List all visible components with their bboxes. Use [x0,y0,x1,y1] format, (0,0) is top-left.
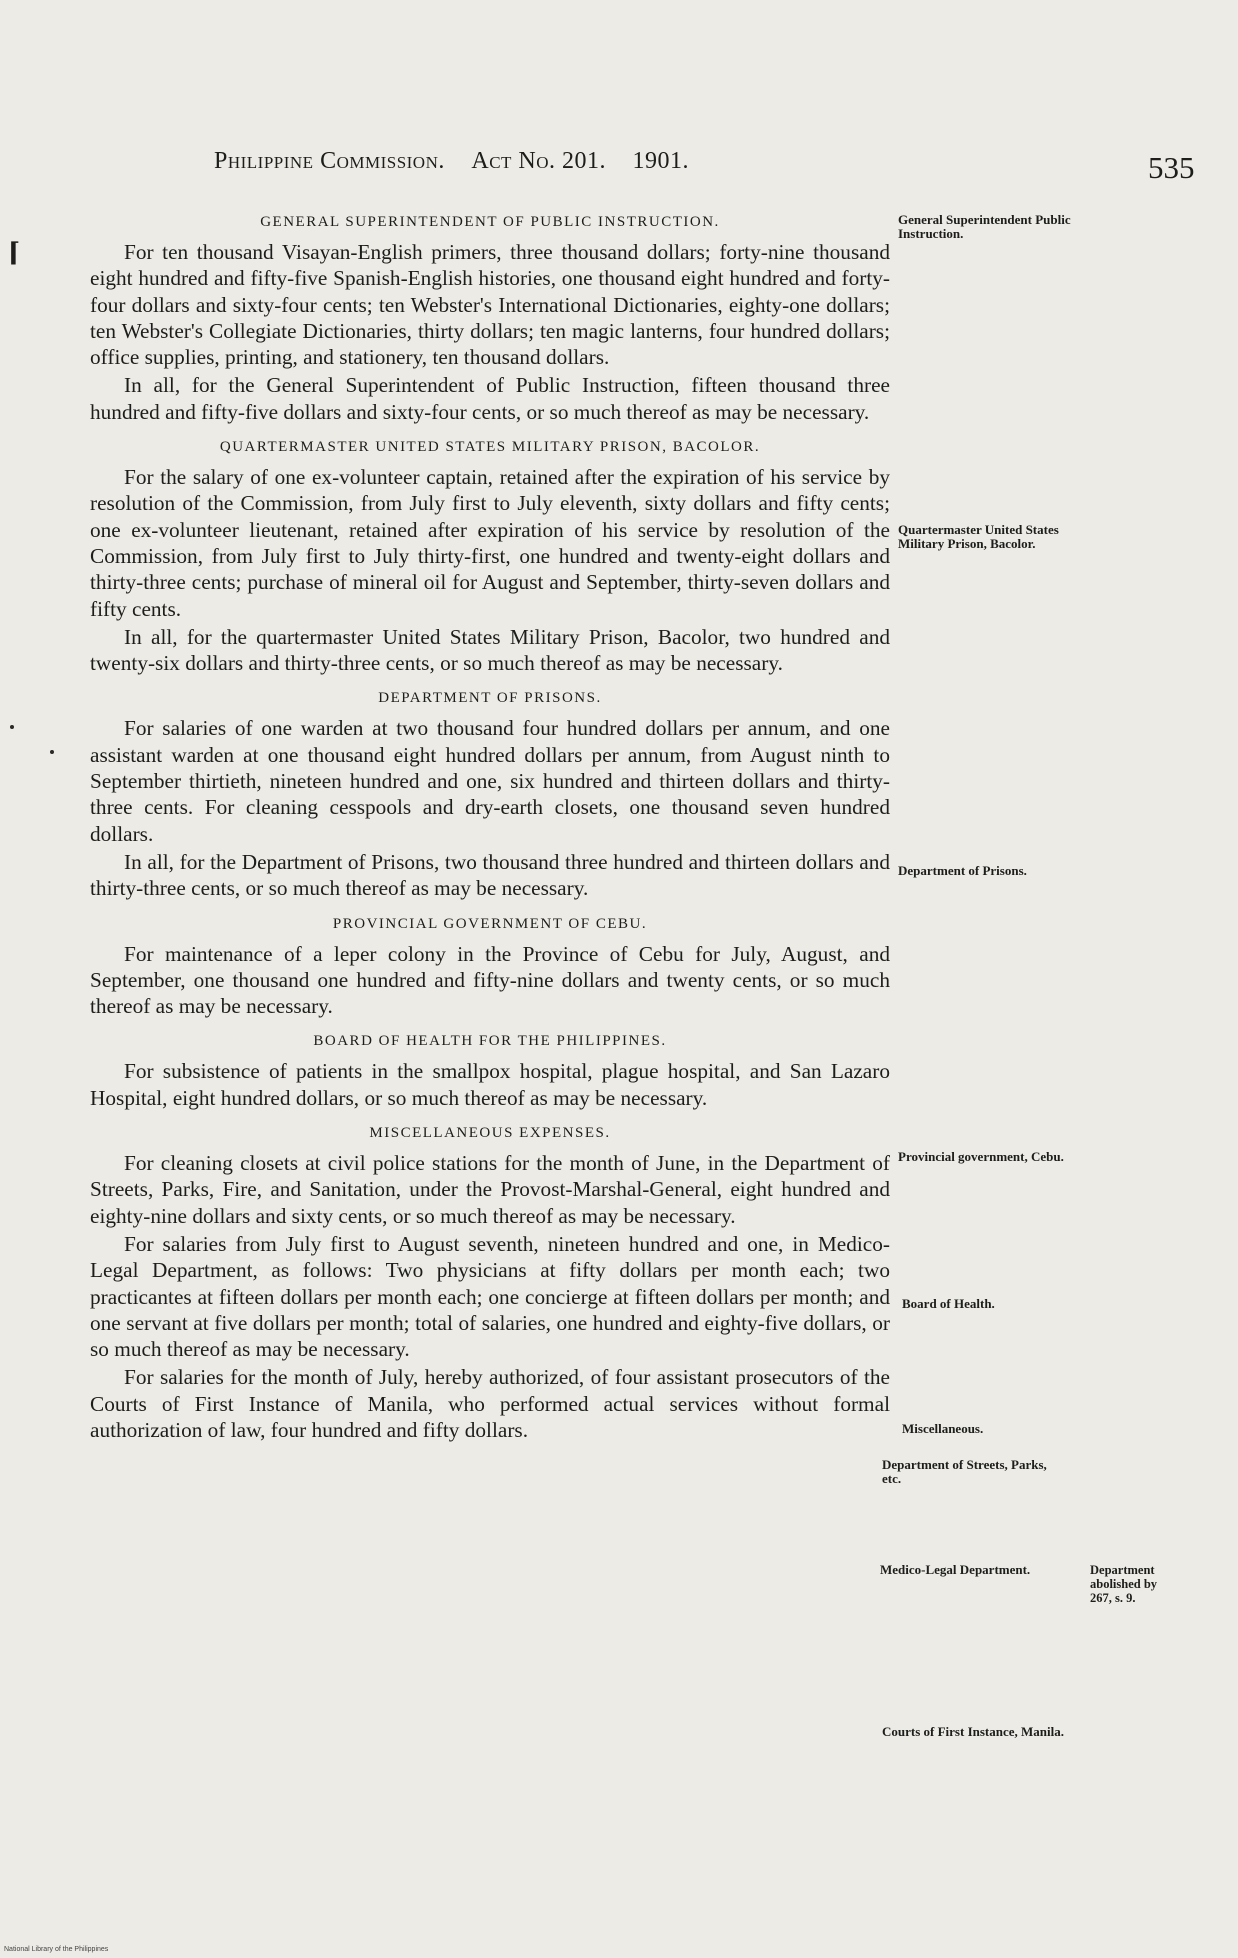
section-heading: MISCELLANEOUS EXPENSES. [369,1125,611,1142]
paragraph: For salaries from July first to August seventh, nineteen hundred and one, in Medico-Legal Department, as follows: Two physicians at fifty dollars per month each; two practicantes at fifteen dollars per month each; one concierge at fifteen dollars per month; and one servant at five dollars per month; total of salaries, one hundred and eighty-five dollars, or so much thereof as may be necessary. [90,1231,890,1362]
scan-dot [50,750,54,754]
marginal-note: Board of Health. [902,1296,995,1311]
paragraph: In all, for the General Superintendent of Public Instruction, fifteen thousand three hundred and fifty-five dollars and sixty-four cents, or so much thereof as may be necessary. [90,373,890,424]
paragraph: For the salary of one ex-volunteer captain, retained after the expiration of his service by resolution of the Commission, from July first to July eleventh, sixty dollars and fifty cents; one ex-volunteer lieutenant, retained after expiration of his service by resolution of the Commission, from July first to July thirty-first, one hundred and twenty-eight dollars and thirty-three cents; purchase of mineral oil for August and September, thirty-seven dollars and fifty cents. [90,465,890,621]
marginal-note: Provincial government, Cebu. [898,1149,1064,1164]
paragraph: For maintenance of a leper colony in the Province of Cebu for July, August, and September, one thousand one hundred and fifty-nine dollars and twenty cents, or so much thereof as may be necessary. [90,941,890,1019]
paragraph: For salaries for the month of July, hereby authorized, of four assistant prosecutors of the Courts of First Instance of Manila, who performed actual services without formal authorization of law, four hundred and fifty dollars. [90,1365,890,1442]
marginal-note: Medico-Legal Department. [880,1562,1031,1577]
section-heading: BOARD OF HEALTH FOR THE PHILIPPINES. [313,1033,667,1050]
marginal-note: General Superintendent Public Instruction. [898,212,1071,241]
marginal-note: Department abolished by 267, s. 9. [1090,1563,1158,1605]
marginal-note: Department of Prisons. [898,863,1027,878]
marginal-note: Miscellaneous. [902,1421,984,1436]
paragraph: For salaries of one warden at two thousand four hundred dollars per annum, and one assistant warden at one thousand eight hundred dollars per annum, from August ninth to September thirtieth, nineteen hundred and one, six hundred and thirteen dollars and thirty-three cents. For cleaning cesspools and dry-earth closets, one thousand seven hundred dollars. [90,716,890,846]
running-head-year: 1901. [632,148,690,174]
page-number: 535 [1148,150,1195,185]
section-heading: GENERAL SUPERINTENDENT OF PUBLIC INSTRUCTION. [260,214,720,230]
paragraph: In all, for the Department of Prisons, two thousand three hundred and thirteen dollars and thirty-three cents, or so much thereof as may be necessary. [90,849,890,901]
running-head-act: Act No. 201. [471,148,607,174]
paragraph: For subsistence of patients in the smallpox hospital, plague hospital, and San Lazaro Hospital, eight hundred dollars, or so much thereof as may be necessary. [90,1059,890,1110]
paragraph: For cleaning closets at civil police stations for the month of June, in the Department of Streets, Parks, Fire, and Sanitation, under the Provost-Marshal-General, eight hundred and eighty-nine dollars and sixty cents, or so much thereof as may be necessary. [90,1151,890,1228]
scan-footer: National Library of the Philippines [4,1946,109,1953]
marginal-note: Courts of First Instance, Manila. [882,1724,1064,1739]
scan-dot [10,725,14,729]
section-heading: DEPARTMENT OF PRISONS. [378,690,602,707]
running-head-title: Philippine Commission. [214,148,445,174]
marginal-note: Quartermaster United States Military Prison, Bacolor. [898,522,1059,551]
section-heading: PROVINCIAL GOVERNMENT OF CEBU. [332,915,648,932]
main-text [90,200,890,1445]
paragraph: In all, for the quartermaster United States Military Prison, Bacolor, two hundred and twenty-six dollars and thirty-three cents, or so much thereof as may be necessary. [90,624,890,676]
section-heading: QUARTERMASTER UNITED STATES MILITARY PRISON, BACOLOR. [219,439,761,456]
running-head [214,148,689,175]
margin-mark: ⌈ [8,238,21,267]
paragraph: For ten thousand Visayan-English primers, three thousand dollars; forty-nine thousand eight hundred and fifty-five Spanish-English histories, one thousand eight hundred and forty-four dollars and sixty-four cents; ten Webster's International Dictionaries, eighty-one dollars; ten Webster's Collegiate Dictionaries, thirty dollars; ten magic lanterns, four hundred dollars; office supplies, printing, and stationery, ten thousand dollars. [90,240,890,370]
marginal-note: Department of Streets, Parks, etc. [882,1457,1047,1486]
